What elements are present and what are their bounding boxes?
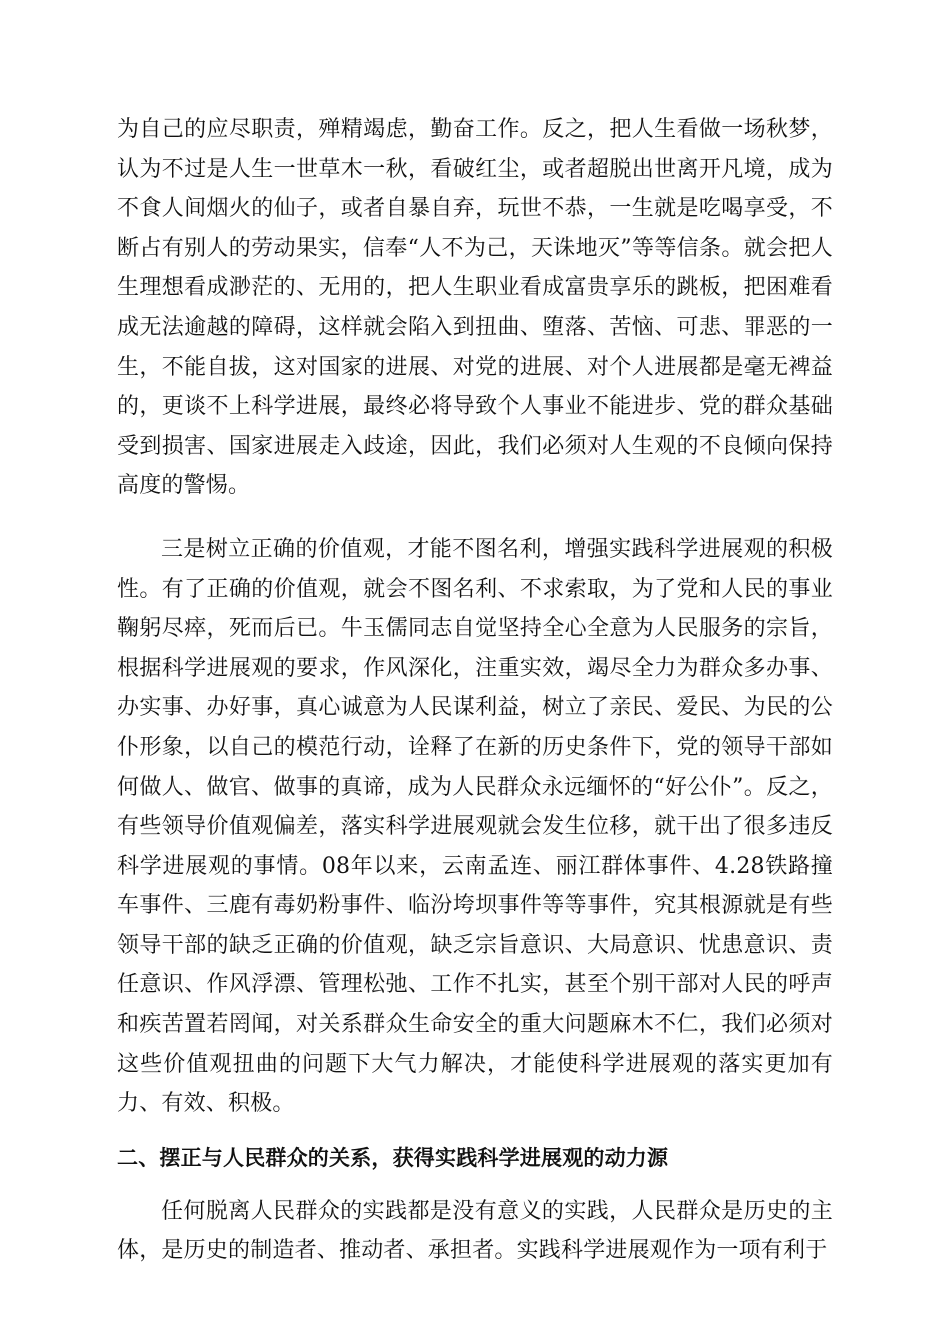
paragraph-gap	[117, 1178, 833, 1192]
paragraph-value-view: 三是树立正确的价值观，才能不图名利，增强实践科学进展观的积极性。有了正确的价值观，就会不图名利、不求索取，为了党和人民的事业鞠躬尽瘁，死而后已。牛玉儒同志自觉坚持全心全意为人民服务的宗旨，根据科学进展观的要求，作风深化，注重实效，竭尽全力为群众多办事、办实事、办好事，真心诚意为人民谋利益，树立了亲民、爱民、为民的公仆形象，以自己的模范行动，诠释了在新的历史条件下，党的领导干部如何做人、做官、做事的真谛，成为人民群众永远缅怀的“好公仆”。反之，有些领导价值观偏差，落实科学进展观就会发生位移，就干出了很多违反科学进展观的事情。08年以来，云南孟连、丽江群体事件、4.28铁路撞车事件、三鹿有毒奶粉事件、临汾垮坝事件等等事件，究其根源就是有些领导干部的缺乏正确的价值观，缺乏宗旨意识、大局意识、忧患意识、责任意识、作风浮漂、管理松弛、工作不扎实，甚至个别干部对人民的呼声和疾苦置若罔闻，对关系群众生命安全的重大问题麻木不仁，我们必须对这些价值观扭曲的问题下大气力解决，才能使科学进展观的落实更加有力、有效、积极。	[117, 536, 833, 1117]
section-heading-2: 二、摆正与人民群众的关系，获得实践科学进展观的动力源	[117, 1145, 669, 1170]
document-page	[117, 110, 833, 1271]
paragraph-life-view: 为自己的应尽职责，殚精竭虑，勤奋工作。反之，把人生看做一场秋梦，认为不过是人生一世草木一秋，看破红尘，或者超脱出世离开凡境，成为不食人间烟火的仙子，或者自暴自弃，玩世不恭，一生就是吃喝享受，不断占有别人的劳动果实，信奉“人不为己，天诛地灭”等等信条。就会把人生理想看成渺茫的、无用的，把人生职业看成富贵享乐的跳板，把困难看成无法逾越的障碍，这样就会陷入到扭曲、堕落、苦恼、可悲、罪恶的一生，不能自拔，这对国家的进展、对党的进展、对个人进展都是毫无裨益的，更谈不上科学进展，最终必将导致个人事业不能进步、党的群众基础受到损害、国家进展走入歧途，因此，我们必须对人生观的不良倾向保持高度的警惕。	[117, 117, 833, 499]
paragraph-gap	[117, 506, 833, 530]
paragraph-gap	[117, 1124, 833, 1138]
paragraph-people-relation: 任何脱离人民群众的实践都是没有意义的实践，人民群众是历史的主体，是历史的制造者、推动者、承担者。实践科学进展观作为一项有利于	[117, 1198, 833, 1264]
